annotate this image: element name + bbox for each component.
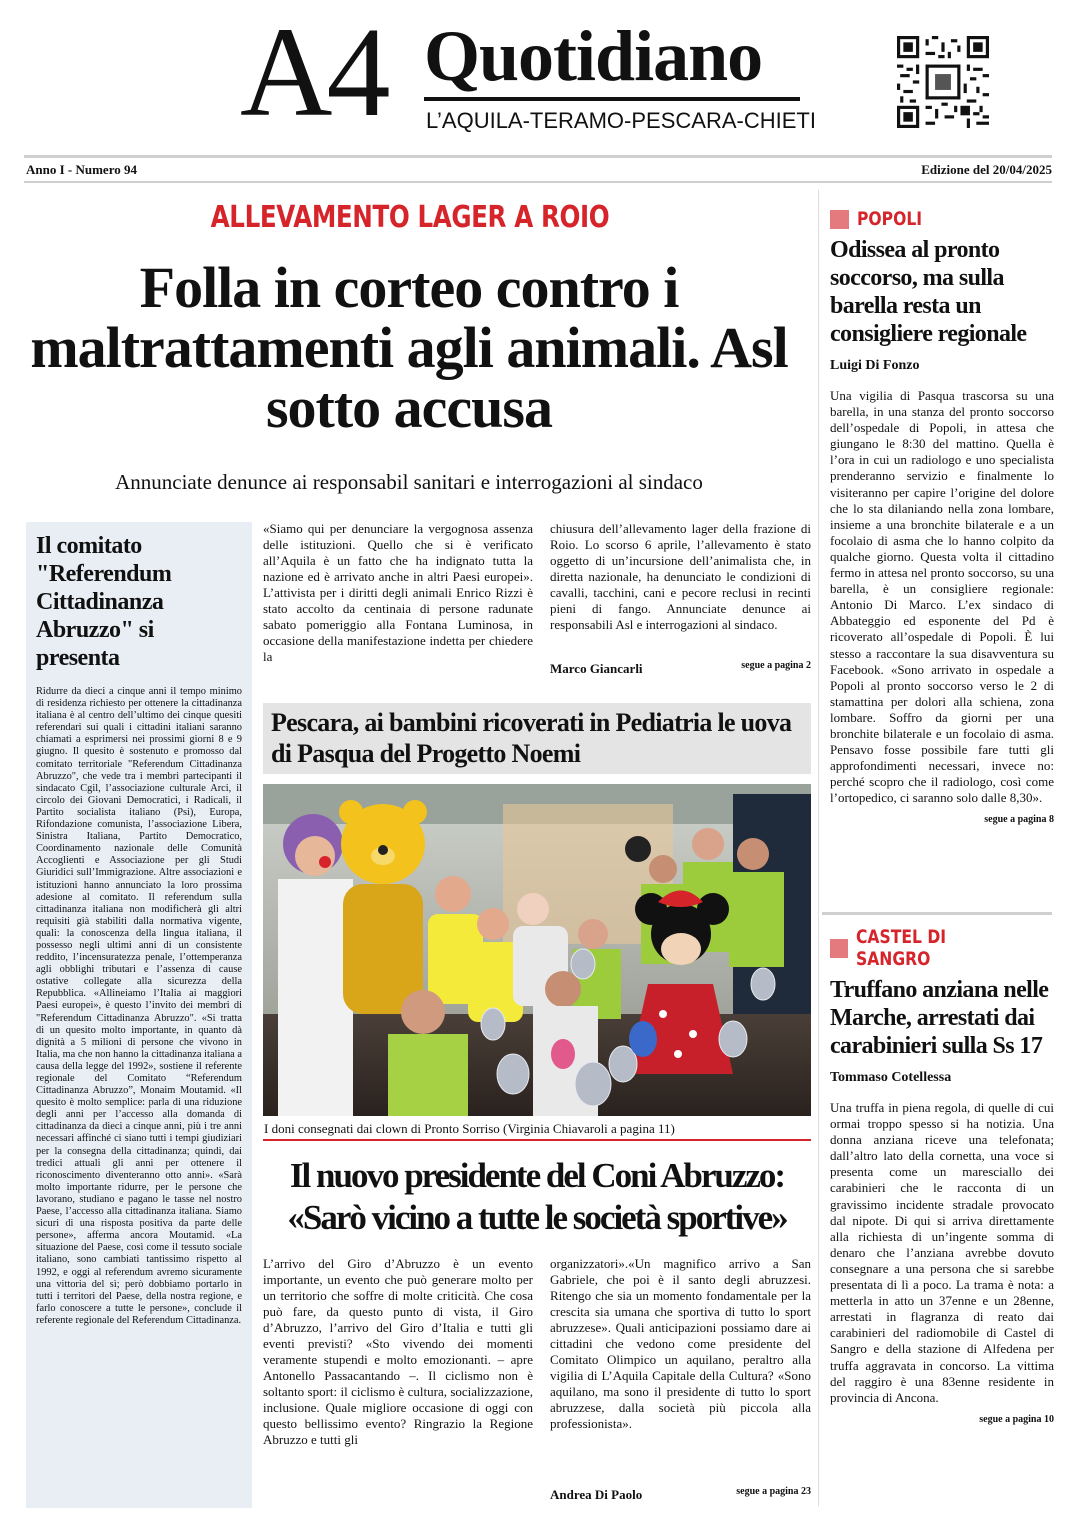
castel-tag-label: CASTEL DI SANGRO xyxy=(856,926,947,970)
castel-section xyxy=(830,926,1054,1425)
referendum-title[interactable]: Il comitato "Referendum Cittadinanza Abruzzo" si presenta xyxy=(36,533,172,671)
main-story-col-2: chiusura dell’allevamento lager della frazione di Roio. Lo scorso 6 aprile, l’allevamento è stato oggetto di un’incursione dell’animalista che, in diretta nazionale, ha denunciato le condizioni di cavalli, tacchini, cani e pecore reclusi in recinti pieni di fango. Annunciate denunce ai responsabili Asl e interrogazioni al sindaco. xyxy=(550,521,811,632)
section-square-icon xyxy=(830,939,848,958)
coni-continue[interactable]: segue a pagina 23 xyxy=(736,1486,811,1497)
pescara-band xyxy=(263,703,811,774)
castel-author: Tommaso Cotellessa xyxy=(830,1070,952,1085)
logo-a4: A4 xyxy=(240,1,385,143)
popoli-continue[interactable]: segue a pagina 8 xyxy=(984,814,1054,826)
logo-rule xyxy=(424,97,800,101)
edition-date: Edizione del 20/04/2025 xyxy=(921,162,1052,177)
popoli-author: Luigi Di Fonzo xyxy=(830,358,920,373)
main-headline[interactable]: Folla in corteo contro i maltrattamenti agli animali. Asl sotto accusa xyxy=(30,255,788,440)
section-square-icon xyxy=(830,210,849,229)
masthead-rule xyxy=(24,155,1052,158)
castel-body: Una truffa in piena regola, di quelle di cui ormai troppo spesso si ha notizia. Una donna anziana riceve una telefonata; dall’altro lato della cornetta, una voce si presenta come un maresciallo dei carabinieri che le racconta di un gravissimo incidente stradale provocato dal nipote. Di qui si arriva direttamente alla richiesta di un’ingente somma di denaro che l’anziana avrebbe dovuto consegnare a una persona che si sarebbe presentata di lì a poco. La trama è nota: a metterla in atto un 37enne e un 28enne, arrestati in flagranza di reato dai carabinieri del radiomobile di Castel di Sangro e della stazione di Alfedena per truffa aggravata in concorso. La vittima del raggiro è una 83enne residente in provincia di Ancona. xyxy=(830,1100,1054,1405)
popoli-tag xyxy=(830,208,1054,230)
caption-rule xyxy=(263,1139,811,1141)
issue-number: Anno I - Numero 94 xyxy=(26,162,137,177)
referendum-sidebar xyxy=(26,522,252,1508)
popoli-headline[interactable]: Odissea al pronto soccorso, ma sulla barella resta un consigliere regionale xyxy=(830,237,1027,347)
main-kicker: ALLEVAMENTO LAGER A ROIO xyxy=(210,200,610,235)
qr-code-icon[interactable] xyxy=(897,36,989,128)
popoli-section xyxy=(830,208,1054,825)
photo-caption: I doni consegnati dai clown di Pronto Sorriso (Virginia Chiavaroli a pagina 11) xyxy=(264,1121,675,1136)
clowns-with-easter-eggs-image xyxy=(263,784,811,1116)
castel-continue[interactable]: segue a pagina 10 xyxy=(979,1413,1054,1425)
main-story-author: Marco Giancarli xyxy=(550,661,643,676)
logo-cities: L’AQUILA-TERAMO-PESCARA-CHIETI xyxy=(426,108,816,133)
logo-name: Quotidiano xyxy=(424,16,763,96)
coni-footer xyxy=(550,1486,811,1504)
masthead xyxy=(0,0,1074,150)
right-section-divider xyxy=(822,912,1052,915)
meta-rule xyxy=(24,181,1052,183)
main-story-col-1: «Siamo qui per denunciare la vergognosa assenza delle istituzioni. Quello che si è verificato all’Aquila è un fatto che ha indignato tutta la nazione ed è arrivato anche in altri Paesi europei». L’attivista per i diritti degli animali Enrico Rizzi è stato accolto da centinaia di persone radunate sabato pomeriggio alla Fontana Luminosa, in occasione della manifestazione indetta per chiedere la xyxy=(263,521,533,664)
castel-tag xyxy=(830,926,1054,970)
pescara-photo xyxy=(263,784,811,1116)
coni-author: Andrea Di Paolo xyxy=(550,1487,643,1502)
column-divider xyxy=(818,190,819,1506)
coni-col-2: organizzatori».«Un magnifico arrivo a San Gabriele, che poi è il santo degli abruzzesi. Ritengo che sia un momento fondamentale per la crescita sia umana che sportiva di tutto lo sport abruzzese». Quali anticipazioni possiamo dare ai cittadini che vedono come presidente del Comitato Olimpico un aquilano, peraltro alla vigilia di L’Aquila Capitale della Cultura? «Sono aquilano, ma sono il presidente di tutto lo sport abruzzese, dalla società più piccola alla professionista». xyxy=(550,1256,811,1431)
pescara-headline[interactable]: Pescara, ai bambini ricoverati in Pediatria le uova di Pasqua del Progetto Noemi xyxy=(271,708,792,768)
main-story-footer xyxy=(550,660,811,678)
main-story-continue[interactable]: segue a pagina 2 xyxy=(741,660,811,671)
popoli-body: Una vigilia di Pasqua trascorsa su una barella, in una stanza del pronto soccorso dell’ospedale di Popoli, in attesa che giungano le 8:30 del mattino. Quella è l’ora in cui un radiologo e uno specialista prenderanno servizio e finalmente lo visiteranno per capire l’origine del dolore che lo sta dilaniando nella zona lombare, insieme a una bronchite bilaterale e a un focolaio di asma che lo hanno colpito da qualche giorno. Questa volta il cittadino fermo in attesa nel pronto soccorso, su una barella, è un consigliere regionale: Antonio Di Marco. L’ex sindaco di Abbateggio ed esponente del Pd è ricoverato all’ospedale di Popoli. È lui stesso a raccontare la sua disavventura su Facebook. «Sono arrivato in ospedale a Popoli al pronto soccorso verso le 2 di stamattina per dolori alla schiena, zona lombare. Soffro da giorni per una bronchite bilaterale e un focolaio di asma. Pensavo fosse possibile fare tutti gli approfondimenti necessari, invece no: perché scopro che il radiologo, così come l’ortopedico, ci saranno solo dalle 8,30». xyxy=(830,388,1054,806)
referendum-body: Ridurre da dieci a cinque anni il tempo minimo di residenza richiesto per ottenere la cittadinanza italiana è al centro dell’ultimo dei cinque quesiti referendari sui quali i cittadini italiani saranno chiamati a esprimersi nei prossimi giorni 8 e 9 giugno. Il quesito è sostenuto e promosso dal comitato territoriale "Referendum Cittadinanza Abruzzo", che vede tra i membri partecipanti il sindacato Cgil, l’associazione culturale Arci, il circolo dei Giovani Democratici, i Radicali, il Partito socialista italiano (Psi), Europa, Rifondazione comunista, l’associazione Libera, Sinistra Italiana, Partito Democratico, Coordinamento nazionale delle Comunità Accoglienti e Associazione per gli Studi Giuridici sull’Immigrazione. Altre associazioni e istituzioni hanno annunciato la loro prossima adesione al comitato. Il referendum sulla cittadinanza italiana non modificherà gli altri requisiti già stabiliti dalla normativa vigente, quali: la conoscenza della lingua italiana, il possesso negli ultimi anni di un consistente reddito, l’incensuratezza penale, l’ottemperanza agli obblighi tributari e l’assenza di cause ostative collegate alla sicurezza della Repubblica. «Allineiamo l’Italia ai maggiori Paesi europei», è questo l’invito dei membri di "Referendum Cittadinanza Abruzzo". «Si tratta di un quesito molto importante, in quanto dà dignità a 5 milioni di persone che vivono in Italia, ma che non hanno la cittadinanza italiana a causa della legge del 1992», sostiene il referente regionale del Comitato “Referendum Cittadinanza Abruzzo”, Monaim Moutamid. «Il quesito è molto semplice: parla di una riduzione degli anni per l’accesso alla domanda di cittadinanza da dieci a cinque anni, più i tre anni necessari affinché ci siano tutti i tempi giudiziari per la consegna della cittadinanza; quindi, dai tredici attuali gli anni per ottenere il riconoscimento diventeranno otto anni». «Sarà molto importante ridurre, per le persone che lavorano, studiano e pagano le tasse nel nostro Paese, l’accesso alla cittadinanza italiana. Siamo sicuri di una risposta positiva da parte delle persone», afferma ancora Moutamid. «La situazione del Paese, così come il tessuto sociale italiano, sono cambiati tantissimo rispetto al 1992, e oggi al referendum avremo sicuramente una vittoria del sì; però dobbiamo portarlo in tutti i territori del Paese, della nostra regione, e farlo conoscere a tutte le persone», conclude il referente regionale del Referendum Cittadinanza. xyxy=(36,686,242,1326)
coni-headline[interactable]: Il nuovo presidente del Coni Abruzzo: «Sarò vicino a tutte le società sportive» xyxy=(287,1156,787,1237)
popoli-tag-label: POPOLI xyxy=(857,208,923,230)
coni-col-1: L’arrivo del Giro d’Abruzzo è un evento importante, un evento che può generare molto per un territorio che soffre di molte criticità. Che cosa può fare, da questo punto di vista, il Giro d’Abruzzo, l’arrivo del Giro d’Italia e tutti gli eventi previsti? «Sto vivendo dei momenti veramente stupendi e molto emozionanti. – apre Antonello Passacantando –. Il ciclismo non è soltanto sport: il ciclismo è cultura, socializzazione, inclusione. Quale migliore occasione di oggi con questo bellissimo evento? Ringrazio la Regione Abruzzo e tutti gli xyxy=(263,1256,533,1447)
main-subhead: Annunciate denunce ai responsabil sanitari e interrogazioni al sindaco xyxy=(115,470,703,494)
castel-headline[interactable]: Truffano anziana nelle Marche, arrestati dai carabinieri sulla Ss 17 xyxy=(830,977,1049,1059)
